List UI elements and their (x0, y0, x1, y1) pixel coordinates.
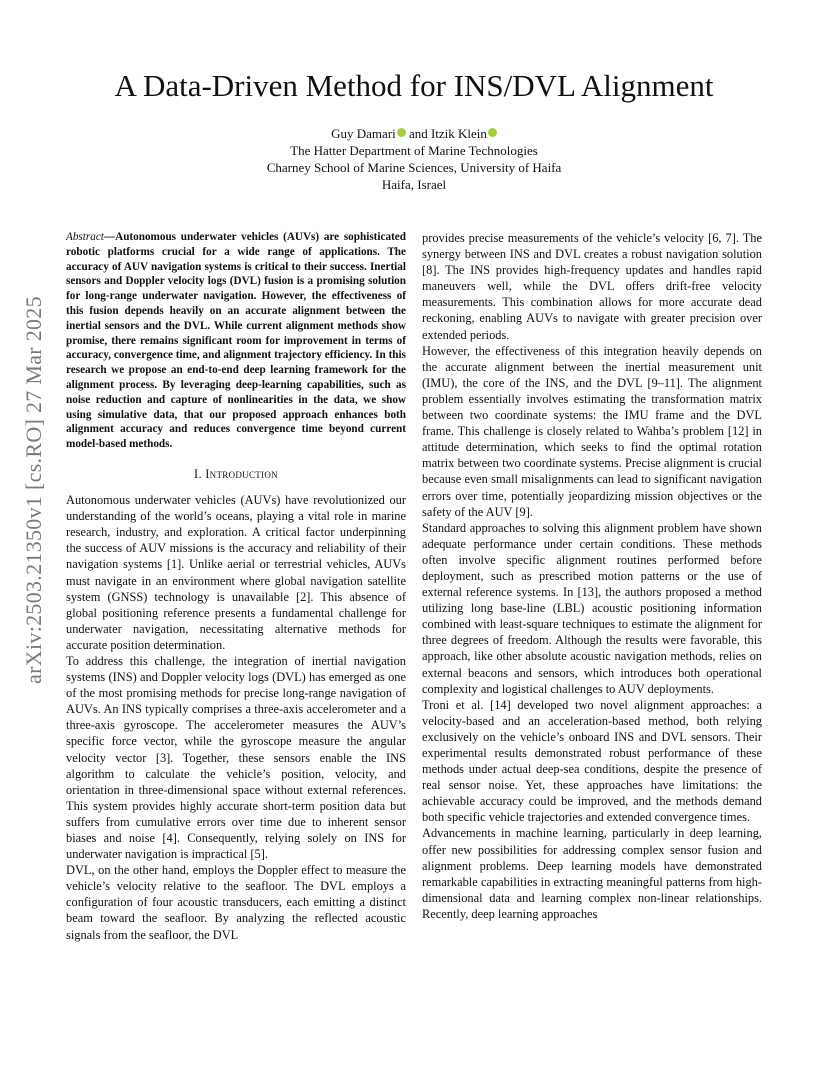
author-block (0, 125, 828, 193)
paragraph: Autonomous underwater vehicles (AUVs) have revolutionized our understanding of the world’s oceans, playing a vital role in marine research, industry, and exploration. A critical factor underpinning the success of AUV missions is the accuracy and reliability of their navigation systems [1]. Unlike aerial or terrestrial vehicles, AUVs must navigate in an environment where global navigation satellite system (GNSS) technology is unavailable [2]. This absence of global positioning reference presents a fundamental challenge for underwater navigation, necessitating alternative methods for accurate position determination. (66, 493, 406, 652)
author-1: Guy Damari (331, 126, 396, 141)
abstract (66, 230, 406, 452)
abstract-text: —Autonomous underwater vehicles (AUVs) are sophisticated robotic platforms crucial for a wide range of applications. The accuracy of AUV navigation systems is critical to their success. Inertial sensors and Doppler velocity logs (DVL) fusion is a promising solution for long-range underwater navigation. However, the effectiveness of this fusion depends heavily on an accurate alignment between the inertial sensors and the DVL. While current alignment methods show promise, there remains significant room for improvement in terms of accuracy, convergence time, and alignment trajectory efficiency. In this research we propose an end-to-end deep learning framework for the alignment process. By leveraging deep-learning capabilities, such as noise reduction and capture of nonlinearities in the data, we show using simulative data, that our proposed approach enhances both alignment accuracy and reduces convergence time beyond current model-based methods. (66, 231, 406, 451)
paragraph: DVL, on the other hand, employs the Doppler effect to measure the vehicle’s velocity relative to the seafloor. The DVL employs a configuration of four acoustic transducers, each emitting a distinct beam toward the seafloor. By analyzing the reflected acoustic signals from the seafloor, the DVL (66, 863, 406, 942)
author-names (0, 125, 828, 142)
section-heading-introduction: I. Introduction (194, 466, 278, 481)
arxiv-sidebar (14, 250, 54, 730)
author-2: and Itzik Klein (408, 126, 487, 141)
arxiv-identifier: arXiv:2503.21350v1 [cs.RO] 27 Mar 2025 (21, 296, 46, 684)
affiliation-line-2: Charney School of Marine Sciences, University of Haifa (266, 160, 562, 175)
paragraph: Standard approaches to solving this alignment problem have shown adequate performance under certain conditions. These methods often involve specific alignment routines performed before deployment, such as prescribed motion patterns or the use of external reference systems. In [13], the authors proposed a method utilizing long base-line (LBL) acoustic positioning information combined with least-square techniques to estimate the alignment for three degrees of freedom. Although the results were favorable, this approach, like other absolute acoustic navigation methods, relies on external beacons and sensors, which introduces both operational complexity and logistical challenges to AUV deployments. (422, 520, 762, 696)
affiliation-line-1: The Hatter Department of Marine Technologies (290, 143, 538, 158)
paragraph: However, the effectiveness of this integration heavily depends on the accurate alignment between the inertial measurement unit (IMU), the core of the INS, and the DVL [9–11]. The alignment problem essentially involves estimating the transformation matrix between two coordinate systems: the IMU frame and the DVL frame. This challenge is closely related to Wahba’s problem [12] in attitude determination, which seeks to find the optimal rotation matrix between two coordinate systems. Precise alignment is crucial because even small misalignments can lead to significant navigation errors over time, potentially jeopardizing mission objectives or the safety of the AUV [9]. (422, 343, 762, 519)
affiliation-line-3: Haifa, Israel (381, 177, 447, 192)
paragraph: Advancements in machine learning, particularly in deep learning, offer new possibilities for addressing complex sensor fusion and alignment problems. Deep learning models have demonstrated remarkable capabilities in extracting meaningful patterns from high-dimensional data and learning complex non-linear relationships. Recently, deep learning approaches (422, 826, 762, 921)
orcid-icon[interactable] (397, 128, 406, 137)
left-column (66, 230, 406, 943)
abstract-label: Abstract (66, 231, 104, 243)
orcid-icon[interactable] (488, 128, 497, 137)
paragraph: To address this challenge, the integration of inertial navigation systems (INS) and Doppler velocity logs (DVL) has emerged as one of the most promising methods for precise long-range navigation of AUVs. An INS typically comprises a three-axis accelerometer and a three-axis gyroscope. The accelerometer measures the AUV’s specific force vector, while the gyroscope measure the angular velocity vector [3]. Together, these sensors enable the INS algorithm to calculate the vehicle’s position, velocity, and orientation in three-dimensional space without external references. This system provides highly accurate short-term position data but suffers from cumulative errors over time due to inherent sensor biases and noise [4]. Consequently, relying solely on INS for underwater navigation is impractical [5]. (66, 653, 406, 862)
paragraph: Troni et al. [14] developed two novel alignment approaches: a velocity-based and an acceleration-based method, both relying exclusively on the vehicle’s onboard INS and DVL sensors. Their experimental results demonstrated robust performance of these methods under actual deep-sea conditions, despite the presence of real sensor noise. Yet, these approaches have limitations: the achievable accuracy could be improved, and the methods demand both specific vehicle trajectories and extended convergence times. (422, 697, 762, 825)
paragraph: provides precise measurements of the vehicle’s velocity [6, 7]. The synergy between INS and DVL creates a robust navigation solution [8]. The INS provides high-frequency updates and handles rapid maneuvers well, while the DVL offers drift-free velocity measurements. This combination allows for more accurate dead reckoning, enabling AUVs to navigate with greater precision over extended periods. (422, 231, 762, 342)
paper-title: A Data-Driven Method for INS/DVL Alignment (114, 68, 714, 103)
right-column (422, 230, 762, 922)
